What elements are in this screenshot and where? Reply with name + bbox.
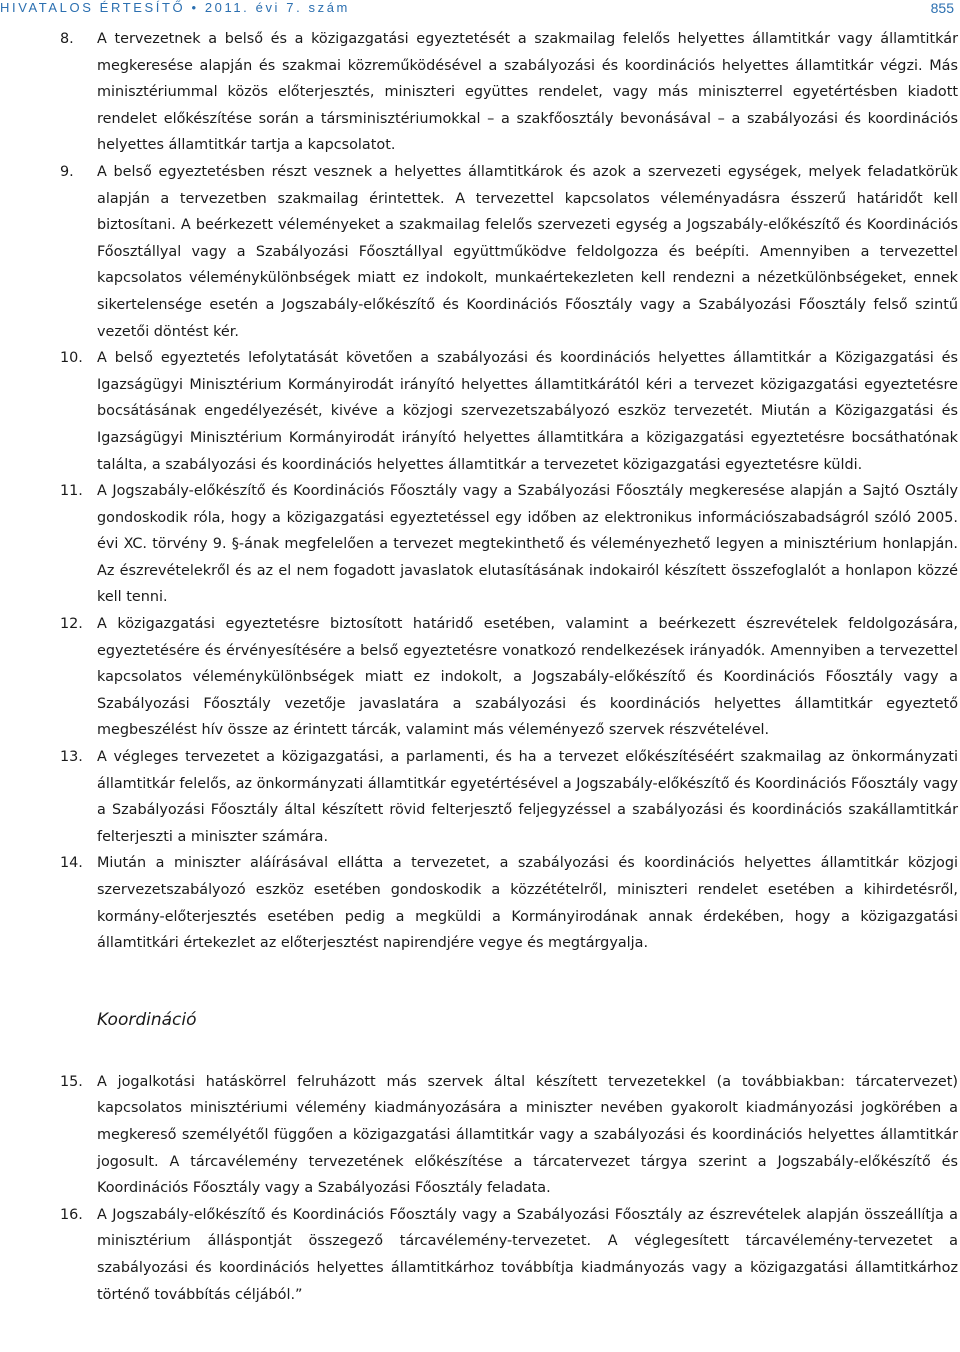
document-body xyxy=(0,26,960,1308)
item-text: A Jogszabály-előkészítő és Koordinációs Főosztály vagy a Szabályozási Főosztály megkeresése alapján a Sajtó Osztály gondoskodik róla, hogy a közigazgatási egyeztetéssel egy időben az elektronikus információszabadságról szóló 2005. évi XC. törvény 9. §-ának megfelelően a tervezet megtekinthető és véleményezhető legyen a minisztérium honlapján. Az észrevételekről és az el nem fogadott javaslatok elutasításának indokairól készített összefoglalót a honlapon közzé kell tenni. xyxy=(97,483,958,606)
list-item xyxy=(0,611,960,744)
item-number: 9. xyxy=(60,163,74,180)
item-number: 8. xyxy=(60,31,74,47)
item-text: A tervezetnek a belső és a közigazgatási egyeztetését a szakmailag felelős helyettes államtitkár vagy államtitkár megkeresése alapján és szakmai közreműködésével a szabályozási és koordinációs helyettes államtitkár végzi. Más minisztériummal közös előterjesztés, miniszteri együttes rendelet, vagy más miniszterrel egyetértésben kiadott rendelet előkészítése során a társminisztériumokkal – a szakfőosztály bevonásával – a szabályozási és koordinációs helyettes államtitkár tartja a kapcsolatot. xyxy=(97,31,958,154)
list-item xyxy=(0,159,960,345)
list-item xyxy=(0,345,960,478)
item-text: A belső egyeztetésben részt vesznek a helyettes államtitkárok és azok a szervezeti egységek, melyek feladatkörük alapján a tervezetben szakmailag érintettek. A tervezettel kapcsolatos véleményadásra ésszerű határidőt kell biztosítani. A beérkezett véleményeket a szakmailag felelős szervezeti egység a Jogszabály-előkészítő és Koordinációs Főosztállyal vagy a Szabályozási Főosztállyal együttműködve feldolgozza és beépíti. Amennyiben a tervezettel kapcsolatos véleménykülönbségek miatt ez indokolt, munkaértekezleten kell rendezni a nézetkülönbségeket, ennek sikertelensége esetén a Jogszabály-előkészítő és Koordinációs Főosztály vagy a Szabályozási Főosztály felső szintű vezetői döntést kér. xyxy=(97,163,958,340)
item-text: A végleges tervezetet a közigazgatási, a parlamenti, és ha a tervezet előkészítéséért szakmailag az önkormányzati államtitkár felelős, az önkormányzati államtitkár egyetértésével a Jogszabály-előkészítő és Koordinációs Főosztály vagy a Szabályozási Főosztály által készített rövid felterjesztő feljegyzéssel a szabályozási és koordinációs szakállamtitkár felterjeszti a miniszter számára. xyxy=(97,749,958,845)
item-text: A Jogszabály-előkészítő és Koordinációs Főosztály vagy a Szabályozási Főosztály az észrevételek alapján összeállítja a minisztérium álláspontját összegező tárcavélemény-tervezetet. A véglegesített tárcavélemény-tervezetet a szabályozási és koordinációs helyettes államtitkárhoz továbbítja kiadmányozás vagy a közigazgatási államtitkárhoz történő továbbítás céljából.” xyxy=(97,1206,958,1303)
numbered-list-a xyxy=(0,26,960,957)
item-text: A közigazgatási egyeztetésre biztosított határidő esetében, valamint a beérkezett észrevételek feldolgozására, egyeztetésére és érvényesítésére a belső egyeztetésre vonatkozó rendelkezések irányadók. Amennyiben a tervezettel kapcsolatos véleménykülönbségek miatt ez indokolt, a Jogszabály-előkészítő és Koordinációs Főosztály vagy a Szabályozási Főosztály vezetője javaslatára a szabályozási és koordinációs helyettes államtitkár egyeztető megbeszélést hív össze az érintett tárcák, valamint más véleményező szervek részvételével. xyxy=(97,616,958,739)
item-number: 12. xyxy=(60,616,83,633)
list-item xyxy=(0,1069,960,1202)
item-number: 14. xyxy=(60,855,83,872)
section-title: Koordináció xyxy=(97,1009,197,1030)
item-number: 10. xyxy=(60,350,83,367)
item-text: A belső egyeztetés lefolytatását követően a szabályozási és koordinációs helyettes államtitkár a Közigazgatási és Igazságügyi Minisztérium Kormányirodát irányító helyettes államtitkárától kéri a tervezet közigazgatási egyeztetésre bocsátásának engedélyezését, kivéve a közjogi szervezetszabályozó eszköz tervezetét. Miután a Közigazgatási és Igazságügyi Minisztérium Kormányirodát irányító helyettes államtitkára a közigazgatási egyeztetésre bocsáthatónak találta, a szabályozási és koordinációs helyettes államtitkár a tervezetet közigazgatási egyeztetésre küldi. xyxy=(97,350,958,473)
item-number: 16. xyxy=(60,1206,83,1223)
list-item xyxy=(0,478,960,611)
numbered-list-b xyxy=(0,1069,960,1308)
list-item xyxy=(0,850,960,956)
page-number: 855 xyxy=(930,0,954,16)
publication-title: HIVATALOS ÉRTESÍTŐ • 2011. évi 7. szám xyxy=(0,0,350,15)
item-text: Miután a miniszter aláírásával ellátta a tervezetet, a szabályozási és koordinációs helyettes államtitkár közjogi szervezetszabályozó eszköz esetében gondoskodik a közzétételről, miniszteri rendelet esetében a kihirdetésről, kormány-előterjesztés esetében pedig a megküldi a Kormányirodának annak érdekében, hogy a közigazgatási államtitkári értekezlet az előterjesztést napirendjére vegye és megtárgyalja. xyxy=(97,855,958,952)
list-item xyxy=(0,744,960,850)
item-number: 13. xyxy=(60,749,83,766)
item-text: A jogalkotási hatáskörrel felruházott más szervek által készített tervezetekkel (a továbbiakban: tárcatervezet) kapcsolatos minisztériumi vélemény kiadmányozására a miniszter nevében gyakorolt kiadmányozási jogkörében a megkereső személyétől függően a közigazgatási államtitkár vagy a szabályozási és koordinációs helyettes államtitkár jogosult. A tárcavélemény tervezetének előkészítése a tárcatervezet tárgya szerint a Jogszabály-előkészítő és Koordinációs Főosztály vagy a Szabályozási Főosztály feladata. xyxy=(97,1073,958,1197)
item-number: 11. xyxy=(60,483,83,500)
page-header xyxy=(0,0,960,22)
list-item xyxy=(0,26,960,159)
item-number: 15. xyxy=(60,1073,83,1090)
list-item xyxy=(0,1202,960,1308)
